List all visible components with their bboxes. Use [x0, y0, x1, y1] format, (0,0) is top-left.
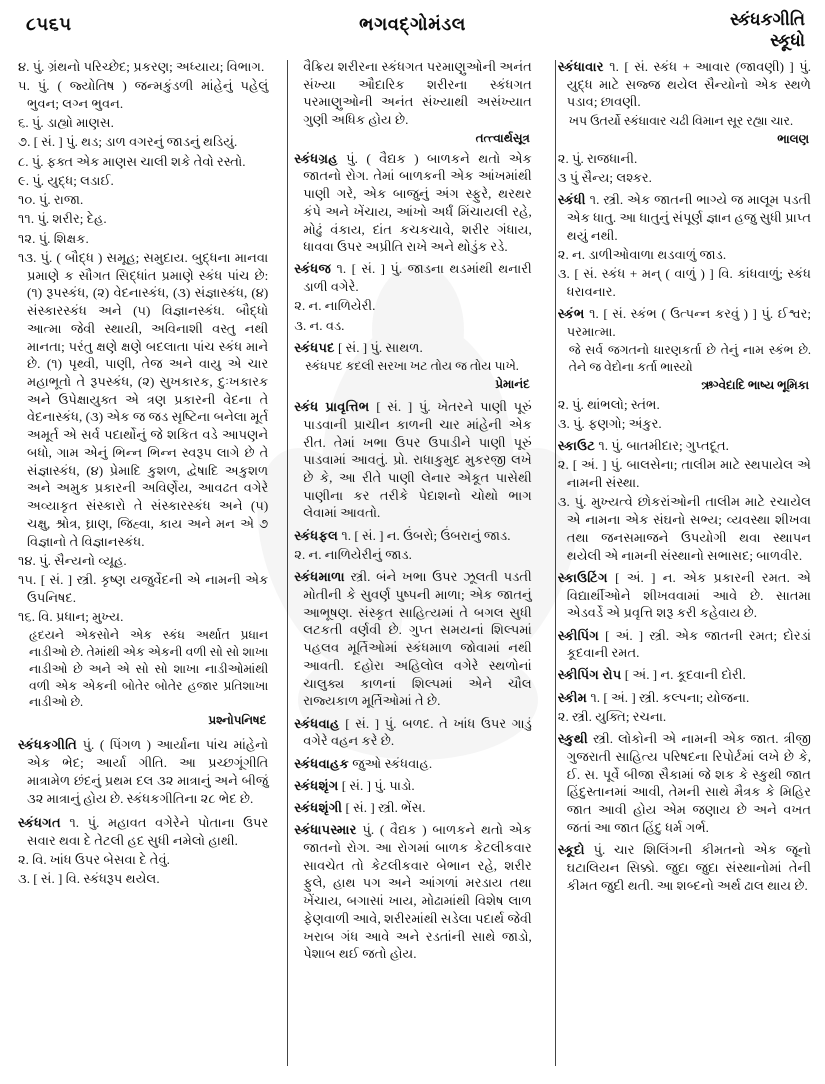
entry-paragraph: [294, 150, 532, 256]
entry-skandhavar: [558, 58, 811, 187]
entry-paragraph: [294, 799, 532, 817]
sense-item: ૨. પું. રાજધાની.: [557, 150, 638, 166]
sense-item: ૨. પું. થાંભલો; સ્તંભ.: [557, 396, 660, 412]
sense-item: ૬. પું. ડાહ્યો માણસ.: [18, 115, 114, 131]
sense-item: ૧૪. પું. સૈન્યનો વ્યૂહ.: [18, 552, 127, 568]
entry-quotation: જે સર્વ જગતનો ધારણકર્તા છે તેનું નામ સ્કંભ છે. તેને જ વેદોના કર્તા ભાસ્યો: [568, 342, 811, 374]
entry-skandhashringi: [294, 799, 532, 817]
entry-quotation: સ્કંધપદ કદલી સરખા ખટ તોય જ તોય પાખે.: [305, 359, 519, 374]
entry-skandhapad: [294, 339, 532, 392]
sense-item: ૨. વિ. ખાંધ ઉપર બેસવા દે તેવું.: [18, 851, 170, 867]
entry-skandhagrah: [294, 150, 532, 256]
sense-item: ૧. [ સં. ] પું. જાડના થડમાંથી થનારી ડાળી વગેરે.: [303, 261, 532, 295]
guide-word: [730, 10, 805, 51]
entry-continued-text: [294, 58, 532, 147]
entry-skandhaj: [294, 260, 532, 334]
headword: સ્કંભ: [557, 306, 585, 321]
continued-paragraph: વૈક્રિય શરીરના સ્કંધગત પરમાણુઓની અનંત સંખ્યા ઔદારિક શરીરના સ્કંધગત પરમાણુઓની અનંત સંખ્યાથી અસંખ્યાત ગુણી અધિક હોય છે.: [303, 59, 532, 128]
entry-skandhapasmar: [294, 821, 532, 963]
sense-item: ૧૧. પું. શરીર; દેહ.: [18, 211, 107, 227]
entry-paragraph: [558, 569, 811, 622]
entry-paragraph: [558, 191, 811, 244]
headword: સ્કૂદો: [557, 842, 585, 858]
headword: સ્કીમ: [557, 689, 588, 705]
entry-body: પું. ( વૈદ્યક ) બાળકને થતો એક જાતનો રોગ. આ રોગમાં બાળક કેટલીકવાર સાવચેત તો કેટલીકવાર બેભાન રહે, શરીર ફુલે, હાથ પગ અને આંગળાં મરડાય તથા ખેંચાય, બગાસાં ખાય, મોઢામાંથી વિશેષ લાળ ફેણવાળી આવે, શરીરમાંથી સડેલા પદાર્થ જેવી ખરાબ ગંધ આવે અને રડતાંની સાથે જાડો, પેશાબ થઈ જતો હોય.: [303, 822, 532, 962]
sense-item: ૨. સ્ત્રી. યુક્તિ; રચના.: [557, 708, 667, 724]
guide-word-line-1: સ્કંધકગીતિ: [729, 10, 805, 29]
entry-skipping-rope: [558, 666, 811, 684]
entry-body: સ્ત્રી. લોકોની એ નામની એક જાત. ત્રીજી ગુજરાતી સાહિત્ય પરિષદના રિપોર્ટમાં લખે છે કે, ઈ. સ. પૂર્વે બીજા સૈકામાં જે શક કે સ્કુથી જાત હિંદુસ્તાનમાં આવી, તેમની સાથે મૈત્રક કે મિહિર જાત આવી હોય એમ જણાય છે અને વખત જતાં આ જાત હિંદુ ધર્મ ગર્ભ.: [566, 731, 811, 835]
running-head: [0, 0, 825, 58]
entry-paragraph: [294, 715, 532, 750]
entry-paragraph: [558, 841, 811, 894]
column-right: [545, 58, 811, 1078]
headword: સ્કંધમાળા: [294, 569, 345, 585]
sense-item: ૩. પું. મુખ્યત્વે છોકરાંઓની તાલીમ માટે રચાયેલ એ નામના એક સંઘનો સભ્ય; વ્યવસ્થા શીખવા તથા જનસમાજને ઉપયોગી થવા સ્થાપન થયેલી એ નામની સંસ્થાનો સભાસદ; બાળવીર.: [557, 494, 811, 563]
entry-paragraph: [294, 527, 532, 545]
entry-body: [ અં. ] ન. એક પ્રકારની રમત. એ વિદ્યાર્થીઓને શીખવવામાં આવે છે. સાતમા એડવર્ડે એ પ્રવૃત્તિ શરૂ કરી કહેવાય છે.: [566, 569, 811, 621]
quotation-source: પ્રેમાનંદ: [495, 376, 530, 391]
entry-scouting: [558, 569, 811, 622]
entry-quotation: હૃદયને એકસોને એક સ્કંધ અર્થાત પ્રધાન નાડીઓ છે. તેમાંથી એક એકની વળી સો સો શાખા નાડીઓ છે અને એ સો સો શાખા નાડીઓમાંથી વળી એક એકની બોતેર બોતેર હજાર પ્રતિશાખા નાડીઓ છે.: [29, 628, 269, 710]
quotation-source: પ્રશ્નોપનિષદ: [208, 713, 267, 728]
book-title: ભગવદ્‌ગોમંડલ: [359, 14, 466, 34]
entry-paragraph: [294, 777, 532, 795]
headword: સ્કાઉટિંગ: [557, 569, 608, 585]
headword: સ્કંધગ્રહ: [294, 150, 338, 166]
headword: સ્કંધવાહ: [294, 715, 340, 731]
sense-item: ૩ પું સૈન્ય; લશ્કર.: [557, 169, 652, 185]
headword: સ્કીપિંગ રોપ: [557, 667, 622, 683]
sense-item: ૧૩. પું. ( બૌદ્ધ ) સમૂહ; સમુદાય. બુદ્ધના માનવા પ્રમાણે ક સૌગત સિદ્ધાંત પ્રમાણે સ્કંધ પાંચ છે: (૧) રૂપસ્કંધ, (૨) વેદનાસ્કંધ, (૩) સંજ્ઞાસ્કંધ, (૪) સંસ્કારસ્કંધ અને (૫) વિજ્ઞાનસ્કંધ. બૌદ્ધો આત્મા જેવી સ્થાયી, અવિનાશી વસ્તુ નથી માનતા; પરંતુ ક્ષણે ક્ષણે બદલાતા પાંચ સ્કંધ માને છે. (૧) પૃથ્વી, પાણી, તેજ અને વાયુ એ ચાર મહાભૂતો તે રૂપસ્કંધ, (૨) સુખકારક, દુઃખકારક અને ઉપેક્ષાયુક્ત એ ત્રણ પ્રકારની વેદના તે વેદનાસ્કંધ, (૩) એક જ જડ સૃષ્ટિના બનેલા મૂર્ત અમૂર્ત એ સર્વ પદાર્થોનું જે શકિત વડે આપણને બધો, ગામ એનું ભિન્ન ભિન્ન સ્વરૂપ લાગે છે તે સંજ્ઞાસ્કંધ, (૪) પ્રેમાદિ કુશળ, દ્વેષાદિ અકુશળ અને અમુક પ્રકારની અવિર્ણેય, આવઢત વગેરે અવ્યાકૃત સંસ્કારો તે સંસ્કારસ્કંધ અને (૫) ચક્ષુ, શ્રોત્ર, ઘ્રાણ, જિહ્વા, કાય અને મન એ ૭ વિજ્ઞાનો તે વિજ્ઞાનસ્કંધ.: [18, 249, 269, 549]
headword: સ્કંધી: [557, 192, 586, 208]
sense-item: ૨. ન. નાળિયેરી.: [294, 298, 376, 314]
entry-skandhaphal: [294, 527, 532, 564]
sense-item: ૮. પું. ફક્ત એક માણસ ચાલી શકે તેવો રસ્તો.: [18, 153, 246, 169]
sense-item: ૧. [ સં. ] ન. ઉંબરો; ઉંબરાનું જાડ.: [341, 527, 511, 543]
sense-item: ૩. ન. વડ.: [294, 317, 345, 333]
entry-skandhavah: [294, 715, 532, 750]
sense-item: ૧૬. વિ. પ્રધાન; મુખ્ય.: [18, 609, 124, 625]
quotation-source: ભાલણ: [777, 131, 809, 146]
sense-item: ૨. [ અં. ] પું. બાલસેના; તાલીમ માટે સ્થપાયેલ એ નામની સંસ્થા.: [557, 457, 811, 491]
sense-item: ૧૨. પું. શિક્ષક.: [18, 230, 89, 246]
entry-body: પું. ચાર શિલિંગની કીમતનો એક જૂનો ઘટાલિયન સિક્કો. જુદા જુદા સંસ્થાનોમાં તેની કીમત જુદી થતી. આ શબ્દનો અર્થ ઢાલ થાય છે.: [566, 842, 811, 893]
sense-item: ૧. [ સં. સ્કંધ + આવાર (જાવણી) ] પું. યુદ્ધ માટે સજ્જ થયેલ સૈન્યોનો એક સ્થળે પડાવ; છાવણી.: [566, 59, 811, 110]
headword: સ્કુથી: [557, 731, 588, 747]
entry-body: જુઓ સ્કંધવાહ.: [352, 755, 433, 771]
entry-body: [ સં. ] પું. સાથળ.: [337, 339, 423, 355]
headword: સ્કંધગત: [18, 814, 61, 830]
sense-item: ૧. [ સં. સ્કંભ ( ઉત્પન્ન કરવું ) ] પું. ઈશ્વર; પરમાત્મા.: [566, 306, 811, 339]
entry-body: પું. ( વૈદ્યક ) બાળકને થતો એક જાતનો રોગ. તેમાં બાળકની એક આંખમાંથી પાણી ગરે, એક બાજુનું અંગ સ્ફુરે, થરથર કંપે અને ખેંચાય, આંખો અર્ધં મિંચાયલી રહે, મોઢું વંકાય, દાંત કચકચાવે, શરીર ગંધાય, ધાવવા ઉપર અપ્રીતિ રાખે અને થોડુંક રડે.: [303, 150, 532, 255]
entry-paragraph: [294, 821, 532, 963]
sense-item: ૯. પું. યુદ્ધ; લડાઈ.: [18, 172, 114, 188]
entry-scout: [558, 437, 811, 564]
entry-paragraph: [294, 398, 532, 522]
column-middle: [281, 58, 545, 1078]
sense-item: ૭. [ સં. ] પું. થડ; ડાળ વગરનું જાડનું થડિયું.: [18, 134, 238, 150]
entry-paragraph: [294, 755, 532, 773]
entry-body: [ સં. ] પું. બળદ. તે ખાંધ ઉપર ગાડું વગેરે વહન કરે છે.: [303, 715, 532, 749]
sense-item: ૧૫. [ સં. ] સ્ત્રી. કૃષ્ણ યજુર્વેદની એ નામની એક ઉપનિષદ.: [18, 572, 269, 605]
entry-skandh-continued: [18, 58, 268, 728]
entry-skandhagat: [18, 814, 268, 888]
sense-item: ૪. પું. ગ્રંથનો પરિચ્છેદ; પ્રકરણ; અધ્યાય; વિભાગ.: [18, 59, 265, 74]
entry-scheme: [558, 689, 811, 726]
entry-scudo: [558, 841, 811, 894]
entry-body: [ સં. ] સ્ત્રી. ભેંસ.: [345, 799, 426, 815]
entry-body: સ્ત્રી. બંને ખભા ઉપર ઝૂલતી પડતી મોતીની કે સુવર્ણ પુષ્પની માળા; એક જાતનું આભૂષણ. સંસ્કૃત સાહિત્યમાં તે બગલ સુધી લટકતી વર્ણવી છે. ગુપ્ત સમયનાં શિલ્પમાં પહલવ મૂર્તિઓમાં સ્કંધમાળ જોવામાં નથી આવતી. દહોરા અહિલોલ વગેરે સ્થળોનાં ચાલુક્ય કાળનાં શિલ્પમાં એને ચૌલ રાજ્યકાળ મૂર્તિઓમાં તે છે.: [303, 569, 532, 709]
entry-skandhi: [558, 191, 811, 300]
entry-skipping: [558, 627, 811, 662]
entry-paragraph: [558, 730, 811, 836]
sense-item: ૧. પું. મહાવત વગેરેને પોતાના ઉપર સવાર થવા દે તેટલી હદ સુધી નમેલો હાથી.: [27, 814, 269, 848]
headword: સ્કંધકગીતિ: [18, 737, 77, 753]
entry-paragraph: [558, 666, 811, 684]
headword: સ્કંધપદ: [294, 339, 335, 355]
headword: સ્કીપિંગ: [557, 627, 600, 643]
entry-paragraph: [294, 260, 532, 295]
sense-item: ૩. [ સં. ] વિ. સ્કંધરૂપ થયેલ.: [18, 871, 160, 887]
entry-skambh: [558, 305, 811, 433]
sense-item: ૧. [ અં. ] સ્ત્રી. કલ્પના; યોજના.: [590, 689, 750, 705]
headword: સ્કંધજ: [294, 261, 332, 277]
entry-skandha-pravrittibha: [294, 398, 532, 522]
entry-paragraph: [558, 305, 811, 340]
entry-paragraph: [558, 627, 811, 662]
entry-paragraph: [18, 736, 268, 807]
sense-item: ૨. ન. નાળિયેરીનું જાડ.: [294, 546, 412, 562]
entry-paragraph: [18, 814, 268, 849]
entry-scythi: [558, 730, 811, 836]
headword: સ્કંધવાહક: [294, 755, 349, 771]
column-left: [18, 58, 281, 1078]
entry-body: પું. ( પિંગળ ) આર્યાના પાંચ માંહેનો એક ભેદ; આર્યા ગીતિ. આ પ્રચ્છગૂંગીતિ માત્રામેળ છંદનું પ્રથમ દલ ૩૨ માત્રાનું અને બીજું ૩૨ માત્રાનું હોય છે. સ્કંધકગીતિના ૨૮ ભેદ છે.: [27, 737, 269, 806]
entry-body: [ સં. ] પું. ખેતરને પાણી પૂરું પાડવાની પ્રાચીન કાળની ચાર માંહેની એક રીત. તેમાં ખભા ઉપર ઉપાડીને પાણી પૂરું પાડવામાં આવતું. પ્રો. રાધાકુમુદ મુકરજી લખે છે કે, આ રીતે પાણી લેનાર એકૂત પાસેથી પાણીના કર તરીકે પેદાશનો ચોથો ભાગ લેવામાં આવતો.: [303, 399, 532, 521]
sense-item: ૧૦. પું. રાજા.: [18, 192, 84, 208]
entry-paragraph: [558, 58, 811, 111]
headword: સ્કાઉટ: [557, 438, 596, 454]
sense-item: ૩. પું. ફણગો; અંકુર.: [557, 415, 662, 431]
guide-word-line-2: સ્કૂધો: [770, 30, 805, 50]
sense-item: ૨. ન. ડાળીઓવાળા થડવાળું જાડ.: [557, 246, 727, 262]
quotation-source: ઋગ્વેદાદિ ભાષ્ય ભૂમિકા: [701, 377, 809, 392]
entry-paragraph: [294, 339, 532, 357]
entry-skandhavahak: [294, 755, 532, 773]
entry-body: [ અં. ] સ્ત્રી. એક જાતની રમત; દોરડાં કૂદવાની રમત.: [566, 627, 811, 661]
entry-paragraph: [558, 437, 811, 455]
headword: સ્કંધ પ્રાવૃત્તિભ: [294, 399, 370, 415]
entry-skandhamala: [294, 568, 532, 710]
quotation-source: તત્ત્વાર્થસૂત્ર: [475, 131, 530, 146]
entry-paragraph: [294, 568, 532, 710]
sense-item: ૩. [ સં. સ્કંધ + મન્ ( વાળું ) ] વિ. કાંધવાળું; સ્કંધ ધરાવનાર.: [557, 266, 811, 299]
entry-skandhashring: [294, 777, 532, 795]
entry-skandhakagiti: [18, 736, 268, 807]
sense-item: ૫. પું. ( જ્યોતિષ ) જન્મકુંડળી માંહેનું પહેલું ભુવન; લગ્ન ભુવન.: [18, 78, 269, 111]
sense-item: ૧. સ્ત્રી. એક જાતની ભાગ્યે જ માલૂમ પડતી એક ધાતુ. આ ધાતુનું સંપૂર્ણ જ્ઞાન હજુ સુધી પ્રાપ્ત થયું નથી.: [566, 192, 811, 243]
entry-body: [ સં. ] પું. પાડો.: [341, 777, 415, 793]
headword: સ્કંધાપસ્માર: [294, 822, 357, 838]
entry-quotation: ખપ ઉતર્યો સ્કંધાવાર ચઢી વિમાન સૂર રહ્યા ચાર.: [568, 113, 794, 128]
headword: સ્કંધફલ: [294, 527, 339, 543]
entry-paragraph: [558, 689, 811, 707]
headword: સ્કંધાવાર: [557, 59, 604, 74]
sense-item: ૧. પું. બાતમીદાર; ગુપ્તદૂત.: [598, 438, 729, 454]
column-area: [0, 58, 825, 1078]
headword: સ્કંધશૃંગી: [294, 799, 343, 815]
headword: સ્કંધશૃંગ: [294, 777, 339, 793]
page-number: ૮૫૬૫: [26, 14, 72, 34]
entry-body: [ અં. ] ન. કૂદવાની દોરી.: [624, 667, 746, 683]
